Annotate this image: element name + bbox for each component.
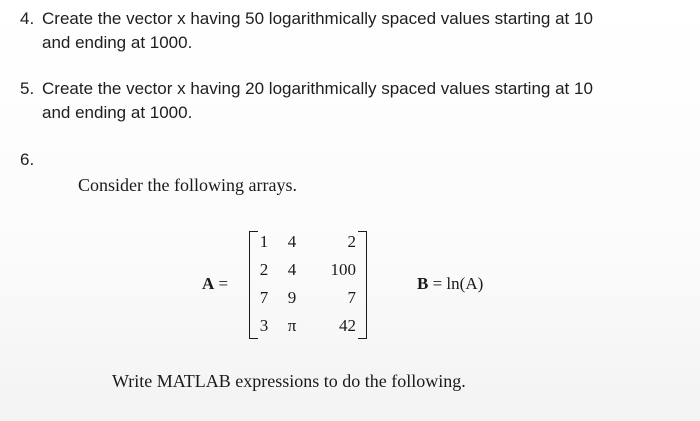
matrix-cell: 42 [339,316,356,335]
matrix-b-definition [417,274,483,294]
problem-6 [20,148,660,172]
matrix-cell: 1 [259,232,269,251]
matrix-cell: 3 [259,316,269,335]
problem-5 [20,77,660,127]
matrix-cell-pi: π [287,316,297,335]
problem-number: 6. [20,150,35,169]
matrix-cell: 7 [259,288,269,307]
problem-4 [20,7,660,57]
matrix-cell: 100 [330,260,356,279]
matrix-cell: 2 [259,260,269,279]
instruction-text: Write MATLAB expressions to do the following. [112,371,466,391]
problem-text-line-2: and ending at 1000. [42,33,193,52]
matrix-cell: 4 [287,260,297,279]
matrix-a [252,230,358,340]
problem-text-line-2: and ending at 1000. [42,103,193,122]
matrix-cell: 7 [347,288,356,307]
matrix-b-expression: = ln(A) [428,274,484,293]
matrix-cell: 4 [287,232,297,251]
matrix-cell: 9 [287,288,297,307]
problem-number: 5. [20,79,35,98]
matrix-a-equals: = [214,274,229,293]
matrix-cell: 2 [347,232,356,251]
matrix-b-name: B [417,274,429,293]
problem-number: 4. [20,9,35,28]
matrix-a-label [202,274,228,294]
problem-text-line-1: Create the vector x having 20 logarithmically spaced values starting at 10 [42,79,593,98]
matrix-right-bracket [358,231,367,339]
consider-text: Consider the following arrays. [78,175,297,195]
problem-text-line-1: Create the vector x having 50 logarithmically spaced values starting at 10 [42,9,593,28]
matrix-a-name: A [202,274,215,293]
